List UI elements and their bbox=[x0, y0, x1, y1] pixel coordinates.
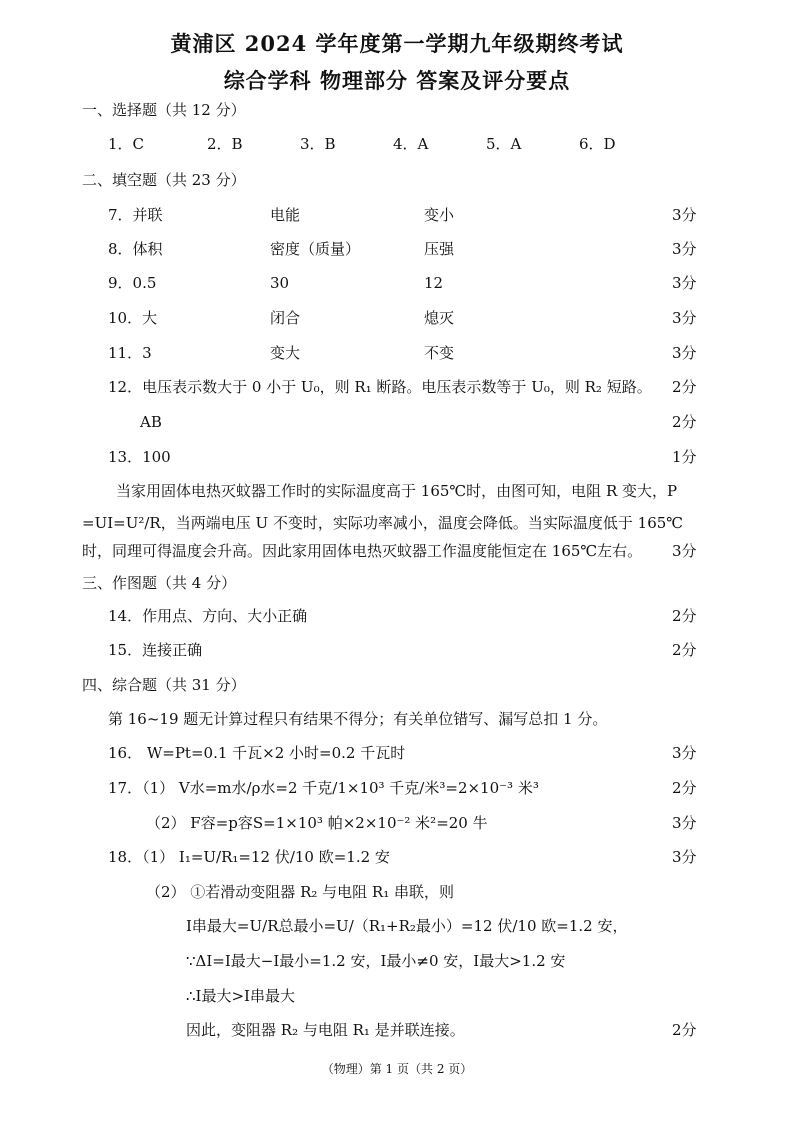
fill-11-c: 不变 bbox=[424, 344, 455, 362]
fill-8-c: 压强 bbox=[424, 240, 455, 258]
fill-9-b: 30 bbox=[270, 274, 290, 292]
q17-part1: 17．（1） V水=m水/ρ水=2 千克/1×10³ 千克/米³=2×10⁻³ 米³ bbox=[108, 779, 539, 797]
fill-11-a: 11．3 bbox=[108, 344, 152, 362]
q18-part2-score: 2分 bbox=[672, 1021, 697, 1039]
choice-answer-4: 4．A bbox=[393, 135, 429, 153]
fill-9-score: 3分 bbox=[672, 274, 697, 292]
q14-text: 14．作用点、方向、大小正确 bbox=[108, 607, 308, 625]
fill-7-c: 变小 bbox=[424, 206, 455, 224]
q18-part2-intro: （2） ①若滑动变阻器 R₂ 与电阻 R₁ 串联，则 bbox=[146, 883, 454, 901]
fill-10-a: 10．大 bbox=[108, 309, 158, 327]
choice-answer-5: 5．A bbox=[486, 135, 522, 153]
q17-part2: （2） F容=p容S=1×10³ 帕×2×10⁻² 米²=20 牛 bbox=[146, 814, 488, 832]
fill-12-score: 2分 bbox=[672, 378, 697, 396]
q16-score: 3分 bbox=[672, 744, 697, 762]
choice-answer-6: 6．D bbox=[579, 135, 616, 153]
fill-8-score: 3分 bbox=[672, 240, 697, 258]
fill-12-second: AB bbox=[140, 413, 162, 431]
page-footer: （物理）第 1 页（共 2 页） bbox=[321, 1062, 473, 1076]
q13-para-line-2: =UI=U²/R，当两端电压 U 不变时，实际功率减小，温度会降低。当实际温度低于 165℃ bbox=[82, 514, 684, 532]
q15-text: 15．连接正确 bbox=[108, 641, 203, 659]
q18-part2-line-1: I串最大=U/R总最小=U/（R₁+R₂最小）=12 伏/10 欧=1.2 安， bbox=[186, 917, 628, 935]
section-comprehensive-heading: 四、综合题（共 31 分） bbox=[82, 676, 246, 694]
q13-para-line-3: 时，同理可得温度会升高。因此家用固体电热灭蚊器工作温度能恒定在 165℃左右。 bbox=[82, 542, 643, 560]
exam-title: 黄浦区 2024 学年度第一学期九年级期终考试 bbox=[170, 31, 624, 56]
q15-score: 2分 bbox=[672, 641, 697, 659]
fill-11-b: 变大 bbox=[270, 344, 301, 362]
fill-9-c: 12 bbox=[424, 274, 444, 292]
q18-part1: 18．（1） I₁=U/R₁=12 伏/10 欧=1.2 安 bbox=[108, 848, 390, 866]
q16-text: 16． W=Pt=0.1 千瓦×2 小时=0.2 千瓦时 bbox=[108, 744, 406, 762]
q14-score: 2分 bbox=[672, 607, 697, 625]
fill-10-score: 3分 bbox=[672, 309, 697, 327]
q18-part1-score: 3分 bbox=[672, 848, 697, 866]
fill-9-a: 9．0.5 bbox=[108, 274, 157, 292]
fill-11-score: 3分 bbox=[672, 344, 697, 362]
section-drawing-heading: 三、作图题（共 4 分） bbox=[82, 574, 237, 592]
exam-subtitle: 综合学科 物理部分 答案及评分要点 bbox=[223, 68, 571, 93]
fill-8-a: 8．体积 bbox=[108, 240, 163, 258]
choice-answer-3: 3．B bbox=[300, 135, 336, 153]
q18-part2-line-3: ∴I最大>I串最大 bbox=[186, 987, 295, 1005]
q13-para-score: 3分 bbox=[672, 542, 697, 560]
fill-12-text: 12．电压表示数大于 0 小于 U₀，则 R₁ 断路。电压表示数等于 U₀，则 R₂ 短路。 bbox=[108, 378, 652, 396]
fill-12-second-score: 2分 bbox=[672, 413, 697, 431]
q13-para-line-1: 当家用固体电热灭蚊器工作时的实际温度高于 165℃时，由图可知，电阻 R 变大，P bbox=[116, 482, 678, 500]
q17-part2-score: 3分 bbox=[672, 814, 697, 832]
choice-answer-1: 1．C bbox=[108, 135, 145, 153]
q18-part2-line-2: ∵ΔI=I最大−I最小=1.2 安，I最小≠0 安，I最大>1.2 安 bbox=[186, 952, 566, 970]
q17-part1-score: 2分 bbox=[672, 779, 697, 797]
fill-13-text: 13．100 bbox=[108, 448, 171, 466]
scoring-note: 第 16~19 题无计算过程只有结果不得分；有关单位错写、漏写总扣 1 分。 bbox=[108, 710, 608, 728]
fill-7-score: 3分 bbox=[672, 206, 697, 224]
fill-10-c: 熄灭 bbox=[424, 309, 455, 327]
choice-answer-2: 2．B bbox=[207, 135, 243, 153]
fill-7-a: 7．并联 bbox=[108, 206, 163, 224]
fill-8-b: 密度（质量） bbox=[270, 240, 361, 258]
fill-7-b: 电能 bbox=[270, 206, 301, 224]
fill-10-b: 闭合 bbox=[270, 309, 301, 327]
section-fill-heading: 二、填空题（共 23 分） bbox=[82, 171, 246, 189]
section-choice-heading: 一、选择题（共 12 分） bbox=[82, 101, 246, 119]
q18-part2-conclusion: 因此，变阻器 R₂ 与电阻 R₁ 是并联连接。 bbox=[186, 1021, 465, 1039]
fill-13-score: 1分 bbox=[672, 448, 697, 466]
